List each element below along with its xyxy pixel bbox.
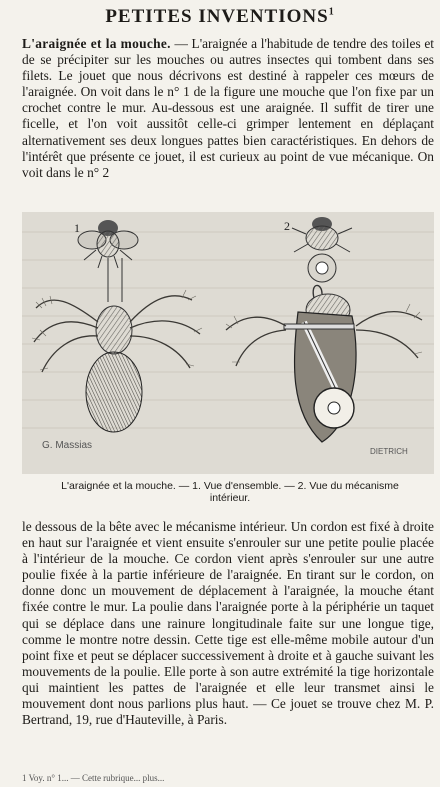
engraver-signature-right: DIETRICH — [370, 447, 408, 456]
page-title: PETITES INVENTIONS$^1$ — [105, 6, 335, 27]
continuation-paragraph: le dessous de la bête avec le mécanisme intérieur. Un cordon est fixé à droite en haut sur l'araignée et vient ensuite s'enrouler sur une petite poulie placée à l'intérieur de la mouche. Ce cordon vient après s'enrouler sur une autre poulie fixée à la partie inférieure de l'araignée. En tirant sur le cordon, on donne donc un mouvement de déplacement à l'araignée, la mouche étant fixée contre le mur. La poulie dans l'araignée porte à la périphérie un taquet qui se déplace dans une rainure longitudinale faite sur une longue tige, comme le montre notre dessin. Cette tige est elle-même mobile autour d'un point fixe et peut se déplacer successivement à droite et à gauche suivant les mouvements de la poulie. Elle porte à son autre extrémité la tige horizontale qui maintient les pattes de l'araignée et elle leur transmet ainsi le mouvement dont nous parlions plus haut. — Ce jouet se trouve chez M. P. Bertrand, 19, rue d'Hauteville, à Paris. — [22, 519, 434, 728]
footnote-cropped: 1 Voy. n° 1... — Cette rubrique... plus... — [22, 773, 165, 783]
figure-label-2: 2 — [284, 219, 290, 233]
intro-paragraph — [22, 36, 434, 181]
article-lead-title: L'araignée et la mouche. — [22, 36, 171, 51]
intro-text: — L'araignée a l'habitude de tendre des toiles et de se précipiter sur les mouches ou autres insectes qui tombent dans ses filets. Le jouet que nous décrivons est destiné à rappeler ces mœurs de l'araignée. On voit dans le n° 1 de la figure une mouche que l'on fixe par un crochet contre le mur. Au-dessous est une araignée. Il suffit de tirer une ficelle, et l'on voit aussitôt celle-ci grimper lentement en déplaçant alternativement ses deux longues pattes bien caractéristiques. En dehors de l'intérêt que présente ce jouet, il est curieux au point de vue mécanique. On voit dans le n° 2 — [22, 36, 434, 180]
figure-label-1: 1 — [74, 221, 80, 235]
spider-and-fly-illustration — [22, 212, 434, 474]
title-footnote-mark: 1 — [328, 6, 335, 18]
engraver-signature-left: G. Massias — [42, 440, 93, 451]
engraving-figure — [22, 212, 434, 474]
figure-caption: L'araignée et la mouche. — 1. Vue d'ensemble. — 2. Vue du mécanisme intérieur. — [61, 480, 399, 504]
